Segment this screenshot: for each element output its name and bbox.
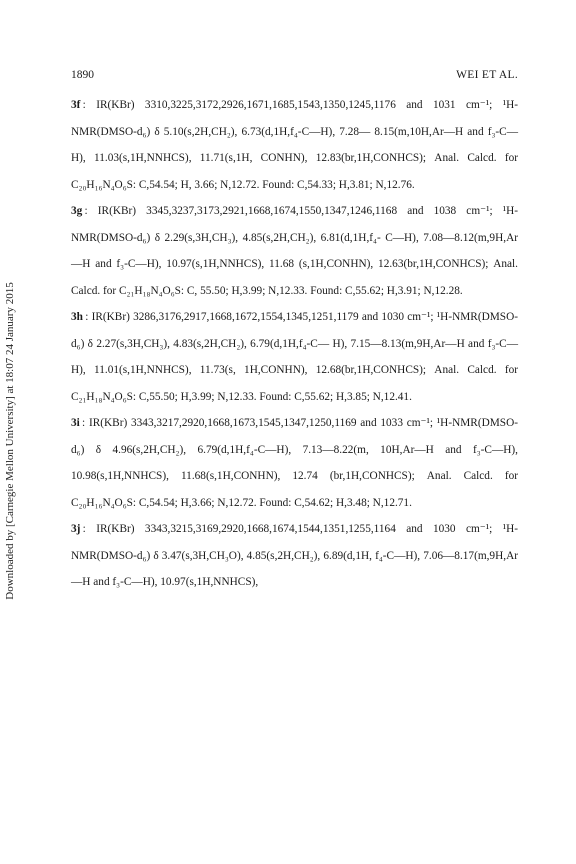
compound-data: : IR(KBr) 3343,3217,2920,1668,1673,1545,1347,1250,1169 and 1033 cm⁻¹; ¹H-NMR(DMSO-d₆) δ 4.96(s,2H,CH₂), 6.79(d,1H,f₄-C—H), 7.13—8.22(m, 10H,Ar—H and f₃-C—H), 10.98(s,1H,NNHCS), 11.68(s,1H,CONHN), 12.74 (br,1H,CONHCS); Anal. Calcd. for C₂₀H₁₆N₄O₆S: C,54.54; H,3.66; N,12.72. Found: C,54.62; H,3.48; N,12.71.: [71, 417, 518, 509]
download-watermark: Downloaded by [Carnegie Mellon University] at 18:07 24 January 2015: [4, 282, 16, 600]
compound-entry-3f: [71, 92, 518, 198]
compound-id: 3f: [71, 99, 81, 111]
compound-id: 3j: [71, 523, 81, 535]
compound-data: : IR(KBr) 3345,3237,3173,2921,1668,1674,1550,1347,1246,1168 and 1038 cm⁻¹; ¹H-NMR(DMSO-d₆) δ 2.29(s,3H,CH₃), 4.85(s,2H,CH₂), 6.81(d,1H,f₄- C—H), 7.08—8.12(m,9H,Ar—H and f₃-C—H), 10.97(s,1H,NNHCS), 11.68 (s,1H,CONHN), 12.63(br,1H,CONHCS); Anal. Calcd. for C₂₁H₁₈N₄O₆S: C, 55.50; H,3.99; N,12.33. Found: C,55.62; H,3.91; N,12.28.: [71, 205, 518, 297]
compound-data: : IR(KBr) 3343,3215,3169,2920,1668,1674,1544,1351,1255,1164 and 1030 cm⁻¹; ¹H-NMR(DMSO-d₆) δ 3.47(s,3H,CH₃O), 4.85(s,2H,CH₂), 6.89(d,1H, f₄-C—H), 7.06—8.17(m,9H,Ar—H and f₃-C—H), 10.97(s,1H,NNHCS),: [71, 523, 518, 588]
compound-data: : IR(KBr) 3286,3176,2917,1668,1672,1554,1345,1251,1179 and 1030 cm⁻¹; ¹H-NMR(DMSO-d₆) δ 2.27(s,3H,CH₃), 4.83(s,2H,CH₂), 6.79(d,1H,f₄-C— H), 7.15—8.13(m,9H,Ar—H and f₃-C—H), 11.01(s,1H,NNHCS), 11.73(s, 1H,CONHN), 12.68(br,1H,CONHCS); Anal. Calcd. for C₂₁H₁₈N₄O₆S: C,55.50; H,3.99; N,12.33. Found: C,55.62; H,3.85; N,12.41.: [71, 311, 518, 403]
compound-id: 3h: [71, 311, 83, 323]
main-content: [71, 92, 518, 596]
compound-id: 3i: [71, 417, 80, 429]
compound-id: 3g: [71, 205, 83, 217]
compound-data: : IR(KBr) 3310,3225,3172,2926,1671,1685,1543,1350,1245,1176 and 1031 cm⁻¹; ¹H-NMR(DMSO-d₆) δ 5.10(s,2H,CH₂), 6.73(d,1H,f₄-C—H), 7.28— 8.15(m,10H,Ar—H and f₃-C—H), 11.03(s,1H,NNHCS), 11.71(s,1H, CONHN), 12.83(br,1H,CONHCS); Anal. Calcd. for C₂₀H₁₆N₄O₆S: C,54.54; H, 3.66; N,12.72. Found: C,54.33; H,3.81; N,12.76.: [71, 99, 518, 191]
compound-entry-3i: [71, 410, 518, 516]
compound-entry-3j: [71, 516, 518, 596]
running-head: WEI ET AL.: [456, 69, 518, 81]
compound-entry-3h: [71, 304, 518, 410]
page-number: 1890: [71, 69, 94, 81]
compound-entry-3g: [71, 198, 518, 304]
